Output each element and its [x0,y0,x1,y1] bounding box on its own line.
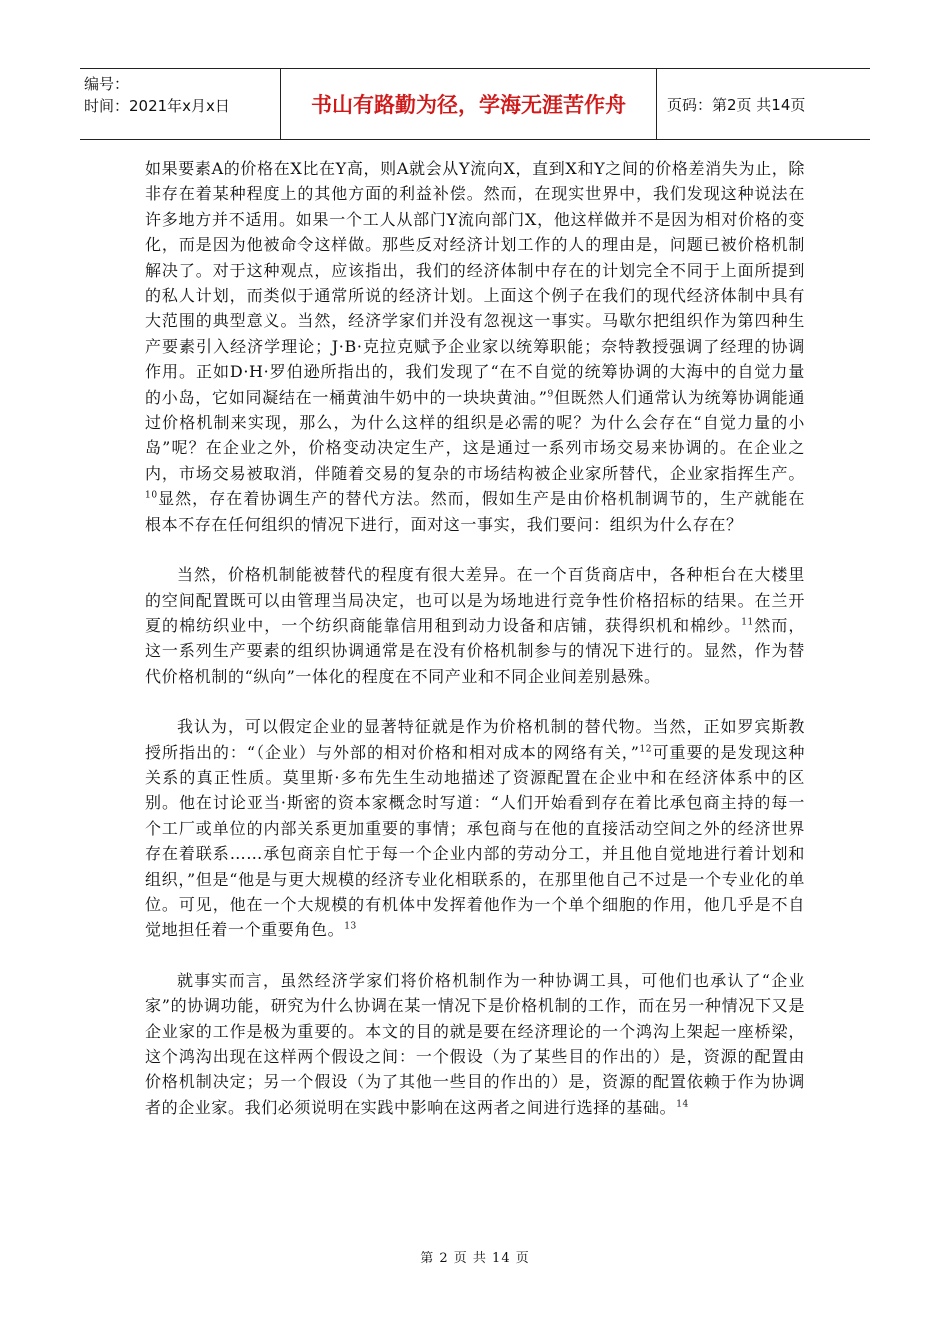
paragraph-text: 然而，这一系列生产要素的组织协调通常是在没有价格机制参与的情况下进行的。显然，作为替代价格机制的“纵向”一体化的程度在不同产业和不同企业间差别悬殊。 [145,615,805,686]
paragraph [145,968,805,1120]
footnote-ref: 13 [344,922,357,933]
header-meta [80,69,280,139]
header-motto: 书山有路勤为径，学海无涯苦作舟 [280,69,657,139]
paragraph-text: 如果要素A的价格在X比在Y高，则A就会从Y流向X，直到X和Y之间的价格差消失为止，除非存在着某种程度上的其他方面的利益补偿。然而，在现实世界中，我们发现这种说法在许多地方并不适用。如果一个工人从部门Y流向部门X，他这样做并不是因为相对价格的变化，而是因为他被命令这样做。那些反对经济计划工作的人的理由是，问题已被价格机制解决了。对于这种观点，应该指出，我们的经济体制中存在的计划完全不同于上面所提到的私人计划，而类似于通常所说的经济计划。上面这个例子在我们的现代经济体制中具有大范围的典型意义。当然，经济学家们并没有忽视这一事实。马歇尔把组织作为第四种生产要素引入经济学理论；J·B·克拉克赋予企业家以统筹职能；奈特教授强调了经理的协调作用。正如D·H·罗伯逊所指出的，我们发现了“在不自觉的统筹协调的大海中的自觉力量的小岛，它如同凝结在一桶黄油牛奶中的一块块黄油。” [145,159,805,407]
document-number-label: 编号： [84,75,130,93]
paragraph-text: 可重要的是发现这种关系的真正性质。莫里斯·多布先生生动地描述了资源配置在企业中和在经济体系中的区别。他在讨论亚当·斯密的资本家概念时写道：“人们开始看到存在着比承包商主持的每一个工厂或单位的内部关系更加重要的事情；承包商与在他的直接活动空间之外的经济世界存在着联系……承包商亲自忙于每一个企业内部的劳动分工，并且他自觉地进行着计划和组织，”但是“他是与更大规模的经济专业化相联系的，在那里他自己不过是一个专业化的单位。可见，他在一个大规模的有机体中发挥着他作为一个单个细胞的作用，他几乎是不自觉地担任着一个重要角色。 [145,742,805,940]
footnote-ref: 9 [547,389,554,400]
paragraph-text: 就事实而言，虽然经济学家们将价格机制作为一种协调工具，可他们也承认了“企业家”的协调功能，研究为什么协调在某一情况下是价格机制的工作，而在另一种情况下又是企业家的工作是极为重要的。本文的目的就是要在经济理论的一个鸿沟上架起一座桥梁，这个鸿沟出现在这样两个假设之间：一个假设（为了某些目的作出的）是，资源的配置由价格机制决定；另一个假设（为了其他一些目的作出的）是，资源的配置依赖于作为协调者的企业家。我们必须说明在实践中影响在这两者之间进行选择的基础。 [145,970,805,1117]
paragraph-text: 但既然人们通常认为统筹协调能通过价格机制来实现，那么，为什么这样的组织是必需的呢？为什么会存在“自觉力量的小岛”呢？在企业之外，价格变动决定生产，这是通过一系列市场交易来协调的。在企业之内，市场交易被取消，伴随着交易的复杂的市场结构被企业家所替代，企业家指挥生产。 [145,387,805,483]
paragraph [145,156,805,537]
paragraph-text: 当然，价格机制能被替代的程度有很大差异。在一个百货商店中，各种柜台在大楼里的空间配置既可以由管理当局决定，也可以是为场地进行竞争性价格招标的结果。在兰开夏的棉纺织业中，一个纺织商能靠信用租到动力设备和店铺，获得织机和棉纱。 [145,565,805,635]
paragraph [145,714,805,943]
footnote-ref: 14 [676,1099,689,1110]
footnote-ref: 10 [145,490,158,501]
document-body [145,156,805,1120]
header-page-info: 页码：第2页 共14页 [667,95,806,114]
paragraph-text: 显然，存在着协调生产的替代方法。然而，假如生产是由价格机制调节的，生产就能在根本不存在任何组织的情况下进行，面对这一事实，我们要问：组织为什么存在？ [145,489,805,534]
document-time-label: 时间：2021年x月x日 [84,97,230,115]
page-header [80,68,870,140]
footnote-ref: 12 [639,744,653,755]
paragraph-text: 我认为，可以假定企业的显著特征就是作为价格机制的替代物。当然，正如罗宾斯教授所指出的：“（企业）与外部的相对价格和相对成本的网络有关，” [145,717,805,762]
paragraph [145,562,805,689]
footnote-ref: 11 [741,617,754,628]
page-footer: 第 2 页 共 14 页 [420,1251,530,1266]
